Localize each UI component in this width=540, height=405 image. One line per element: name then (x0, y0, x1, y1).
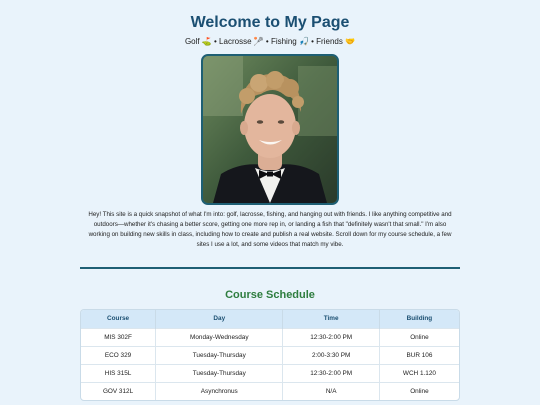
column-header-building: Building (379, 310, 459, 328)
column-header-time: Time (283, 310, 379, 328)
cell-day: Monday-Wednesday (156, 328, 283, 346)
cell-time: N/A (283, 382, 379, 400)
interests-line: Golf ⛳ • Lacrosse 🥍 • Fishing 🎣 • Friends 🤝 (184, 37, 356, 46)
cell-course: ECO 329 (81, 346, 156, 364)
section-divider (80, 267, 460, 269)
table-header-row (81, 310, 459, 328)
cell-time: 2:00-3:30 PM (283, 346, 379, 364)
cell-building: WCH 1.120 (379, 364, 459, 382)
cell-course: GOV 312L (81, 382, 156, 400)
profile-photo (201, 54, 339, 205)
cell-course: MIS 302F (81, 328, 156, 346)
cell-building: Online (379, 328, 459, 346)
table-row (81, 382, 459, 400)
cell-course: HIS 315L (81, 364, 156, 382)
schedule-title: Course Schedule (225, 289, 315, 301)
cell-time: 12:30-2:00 PM (283, 364, 379, 382)
cell-day: Asynchronus (156, 382, 283, 400)
bio-text: Hey! This site is a quick snapshot of what I'm into: golf, lacrosse, fishing, and hanging out with friends. I like anything competitive and outdoors—whether it's chasing a better score, getting one more rep in, or landing a fish that "definitely wasn't that small." I'm also working on building new skills in class, including how to create and publish a real website. Scroll down for my course schedule, a few sites I use a lot, and some videos that match my vibe. (88, 211, 452, 248)
cell-building: BUR 106 (379, 346, 459, 364)
portrait-photo-icon (203, 56, 337, 203)
column-header-day: Day (156, 310, 283, 328)
cell-time: 12:30-2:00 PM (283, 328, 379, 346)
page-title: Welcome to My Page (190, 14, 350, 31)
table-row (81, 364, 459, 382)
table-row (81, 346, 459, 364)
schedule-table (80, 309, 460, 401)
cell-building: Online (379, 382, 459, 400)
cell-day: Tuesday-Thursday (156, 364, 283, 382)
column-header-course: Course (81, 310, 156, 328)
cell-day: Tuesday-Thursday (156, 346, 283, 364)
table-row (81, 328, 459, 346)
